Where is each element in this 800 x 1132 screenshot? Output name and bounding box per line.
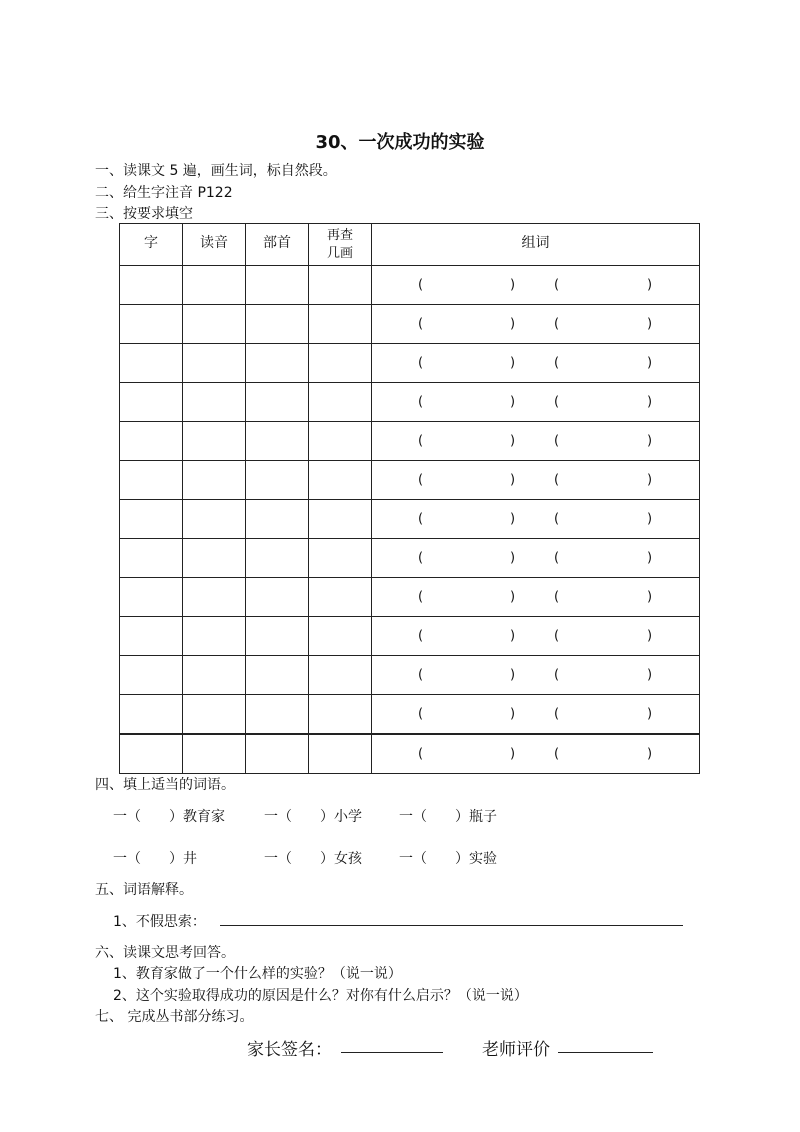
cell-zaicha[interactable] — [309, 383, 372, 422]
question-1: 1、教育家做了一个什么样的实验？（说一说） — [113, 966, 402, 982]
cell-zaicha[interactable] — [309, 344, 372, 383]
zuci-paren-close-2: ) — [647, 746, 653, 762]
zuci-paren-open-1: ( — [418, 316, 424, 332]
cell-duyin[interactable] — [183, 617, 246, 656]
cell-zi[interactable] — [120, 539, 183, 578]
zuci-paren-open-2: ( — [554, 746, 560, 762]
cell-duyin[interactable] — [183, 266, 246, 305]
zuci-paren-open-2: ( — [554, 316, 560, 332]
cell-duyin[interactable] — [183, 695, 246, 735]
table-row — [120, 617, 700, 656]
zuci-paren-close-2: ) — [647, 550, 653, 566]
cell-zuci[interactable] — [372, 617, 700, 656]
header-zi: 字 — [120, 224, 183, 266]
header-zaicha — [309, 224, 372, 266]
zuci-paren-close-1: ) — [510, 550, 516, 566]
cell-bushou[interactable] — [246, 539, 309, 578]
zuci-paren-close-2: ) — [647, 589, 653, 605]
table-row — [120, 266, 700, 305]
header-zuci: 组词 — [372, 224, 700, 266]
zuci-paren-close-2: ) — [647, 433, 653, 449]
zuci-paren-close-2: ) — [647, 394, 653, 410]
cell-zaicha[interactable] — [309, 500, 372, 539]
zuci-paren-close-1: ) — [510, 316, 516, 332]
cell-duyin[interactable] — [183, 422, 246, 461]
cell-zaicha[interactable] — [309, 305, 372, 344]
cell-bushou[interactable] — [246, 734, 309, 774]
zuci-paren-open-2: ( — [554, 706, 560, 722]
explain-answer-line[interactable] — [220, 925, 683, 926]
teacher-evaluation-line[interactable] — [558, 1052, 653, 1053]
cell-zi[interactable] — [120, 305, 183, 344]
vocab-table — [119, 223, 700, 774]
table-row — [120, 461, 700, 500]
table-row — [120, 695, 700, 735]
question-2: 2、这个实验取得成功的原因是什么？对你有什么启示？（说一说） — [113, 988, 528, 1004]
teacher-evaluation-label: 老师评价 — [482, 1040, 550, 1060]
zuci-paren-open-2: ( — [554, 667, 560, 683]
zuci-paren-open-2: ( — [554, 433, 560, 449]
zuci-paren-open-2: ( — [554, 511, 560, 527]
zuci-paren-open-1: ( — [418, 550, 424, 566]
zuci-paren-open-1: ( — [418, 472, 424, 488]
zuci-paren-open-2: ( — [554, 628, 560, 644]
cell-zaicha[interactable] — [309, 422, 372, 461]
zuci-paren-open-1: ( — [418, 667, 424, 683]
zuci-paren-close-2: ) — [647, 316, 653, 332]
table-row — [120, 422, 700, 461]
cell-zi[interactable] — [120, 461, 183, 500]
table-row — [120, 383, 700, 422]
cell-zuci[interactable] — [372, 539, 700, 578]
section-1: 一、读课文 5 遍，画生词，标自然段。 — [95, 163, 337, 179]
table-row — [120, 578, 700, 617]
header-zaicha-line1: 再查 — [326, 227, 353, 243]
zuci-paren-open-1: ( — [418, 746, 424, 762]
cell-bushou[interactable] — [246, 266, 309, 305]
cell-duyin[interactable] — [183, 734, 246, 774]
zuci-paren-open-2: ( — [554, 277, 560, 293]
table-row — [120, 656, 700, 695]
zuci-paren-close-2: ) — [647, 667, 653, 683]
section-6: 六、读课文思考回答。 — [95, 945, 235, 961]
cell-zi[interactable] — [120, 383, 183, 422]
zuci-paren-open-1: ( — [418, 277, 424, 293]
zuci-paren-open-2: ( — [554, 394, 560, 410]
zuci-paren-open-1: ( — [418, 511, 424, 527]
zuci-paren-close-1: ) — [510, 433, 516, 449]
zuci-paren-close-2: ) — [647, 355, 653, 371]
zuci-paren-close-1: ) — [510, 394, 516, 410]
header-duyin: 读音 — [183, 224, 246, 266]
cell-bushou[interactable] — [246, 578, 309, 617]
zuci-paren-open-2: ( — [554, 550, 560, 566]
cell-zuci[interactable] — [372, 383, 700, 422]
page-title: 30、一次成功的实验 — [315, 132, 485, 153]
section-5: 五、词语解释。 — [95, 882, 193, 898]
cell-zaicha[interactable] — [309, 578, 372, 617]
section-3: 三、按要求填空 — [95, 206, 193, 222]
zuci-paren-open-2: ( — [554, 589, 560, 605]
zuci-paren-close-1: ) — [510, 472, 516, 488]
cell-zaicha[interactable] — [309, 656, 372, 695]
section-4: 四、填上适当的词语。 — [95, 777, 235, 793]
cell-bushou[interactable] — [246, 422, 309, 461]
table-row — [120, 344, 700, 383]
zuci-paren-close-1: ) — [510, 667, 516, 683]
cell-zaicha[interactable] — [309, 461, 372, 500]
cell-bushou[interactable] — [246, 344, 309, 383]
cell-duyin[interactable] — [183, 383, 246, 422]
cell-zi[interactable] — [120, 617, 183, 656]
fill-word-1-2: 一（ ）小学 — [264, 809, 362, 825]
cell-duyin[interactable] — [183, 344, 246, 383]
cell-zuci[interactable] — [372, 422, 700, 461]
cell-zaicha[interactable] — [309, 617, 372, 656]
table-row — [120, 500, 700, 539]
cell-zaicha[interactable] — [309, 734, 372, 774]
cell-zuci[interactable] — [372, 656, 700, 695]
cell-zuci[interactable] — [372, 695, 700, 735]
fill-word-1-3: 一（ ）瓶子 — [399, 809, 497, 825]
zuci-paren-open-1: ( — [418, 394, 424, 410]
cell-zuci[interactable] — [372, 578, 700, 617]
cell-zuci[interactable] — [372, 305, 700, 344]
cell-zuci[interactable] — [372, 344, 700, 383]
cell-duyin[interactable] — [183, 305, 246, 344]
header-bushou: 部首 — [246, 224, 309, 266]
cell-zaicha[interactable] — [309, 266, 372, 305]
zuci-paren-open-2: ( — [554, 355, 560, 371]
cell-zi[interactable] — [120, 266, 183, 305]
cell-bushou[interactable] — [246, 461, 309, 500]
zuci-paren-open-1: ( — [418, 706, 424, 722]
cell-zi[interactable] — [120, 500, 183, 539]
cell-duyin[interactable] — [183, 500, 246, 539]
cell-bushou[interactable] — [246, 305, 309, 344]
zuci-paren-open-1: ( — [418, 589, 424, 605]
explain-item-1: 1、不假思索： — [113, 914, 206, 930]
fill-word-1-1: 一（ ）教育家 — [113, 809, 225, 825]
cell-zuci[interactable] — [372, 461, 700, 500]
cell-bushou[interactable] — [246, 695, 309, 735]
cell-duyin[interactable] — [183, 461, 246, 500]
zuci-paren-close-2: ) — [647, 628, 653, 644]
cell-bushou[interactable] — [246, 617, 309, 656]
cell-duyin[interactable] — [183, 539, 246, 578]
section-7: 七、 完成丛书部分练习。 — [95, 1009, 254, 1025]
cell-bushou[interactable] — [246, 500, 309, 539]
zuci-paren-close-1: ) — [510, 706, 516, 722]
cell-zi[interactable] — [120, 422, 183, 461]
cell-bushou[interactable] — [246, 656, 309, 695]
parent-signature-label: 家长签名： — [247, 1040, 332, 1060]
zuci-paren-close-1: ) — [510, 589, 516, 605]
zuci-paren-open-1: ( — [418, 355, 424, 371]
cell-duyin[interactable] — [183, 656, 246, 695]
cell-zuci[interactable] — [372, 500, 700, 539]
zuci-paren-open-2: ( — [554, 472, 560, 488]
zuci-paren-open-1: ( — [418, 433, 424, 449]
cell-zuci[interactable] — [372, 266, 700, 305]
cell-zi[interactable] — [120, 656, 183, 695]
cell-zi[interactable] — [120, 734, 183, 774]
cell-zi[interactable] — [120, 695, 183, 735]
table-body — [120, 266, 700, 774]
section-2: 二、给生字注音 P122 — [95, 185, 233, 201]
zuci-paren-close-2: ) — [647, 706, 653, 722]
cell-zuci[interactable] — [372, 734, 700, 774]
table-row — [120, 305, 700, 344]
cell-zaicha[interactable] — [309, 539, 372, 578]
zuci-paren-close-2: ) — [647, 277, 653, 293]
cell-bushou[interactable] — [246, 383, 309, 422]
header-zaicha-line2: 几画 — [326, 245, 353, 261]
zuci-paren-close-1: ) — [510, 628, 516, 644]
table-row — [120, 539, 700, 578]
zuci-paren-close-1: ) — [510, 511, 516, 527]
zuci-paren-open-1: ( — [418, 628, 424, 644]
cell-zi[interactable] — [120, 578, 183, 617]
fill-word-2-1: 一（ ）井 — [113, 851, 197, 867]
table-row — [120, 734, 700, 774]
cell-zi[interactable] — [120, 344, 183, 383]
zuci-paren-close-2: ) — [647, 472, 653, 488]
zuci-paren-close-1: ) — [510, 746, 516, 762]
zuci-paren-close-1: ) — [510, 355, 516, 371]
cell-duyin[interactable] — [183, 578, 246, 617]
parent-signature-line[interactable] — [341, 1052, 443, 1053]
fill-word-2-3: 一（ ）实验 — [399, 851, 497, 867]
zuci-paren-close-2: ) — [647, 511, 653, 527]
cell-zaicha[interactable] — [309, 695, 372, 735]
zuci-paren-close-1: ) — [510, 277, 516, 293]
fill-word-2-2: 一（ ）女孩 — [264, 851, 362, 867]
table-header-row — [120, 224, 700, 266]
